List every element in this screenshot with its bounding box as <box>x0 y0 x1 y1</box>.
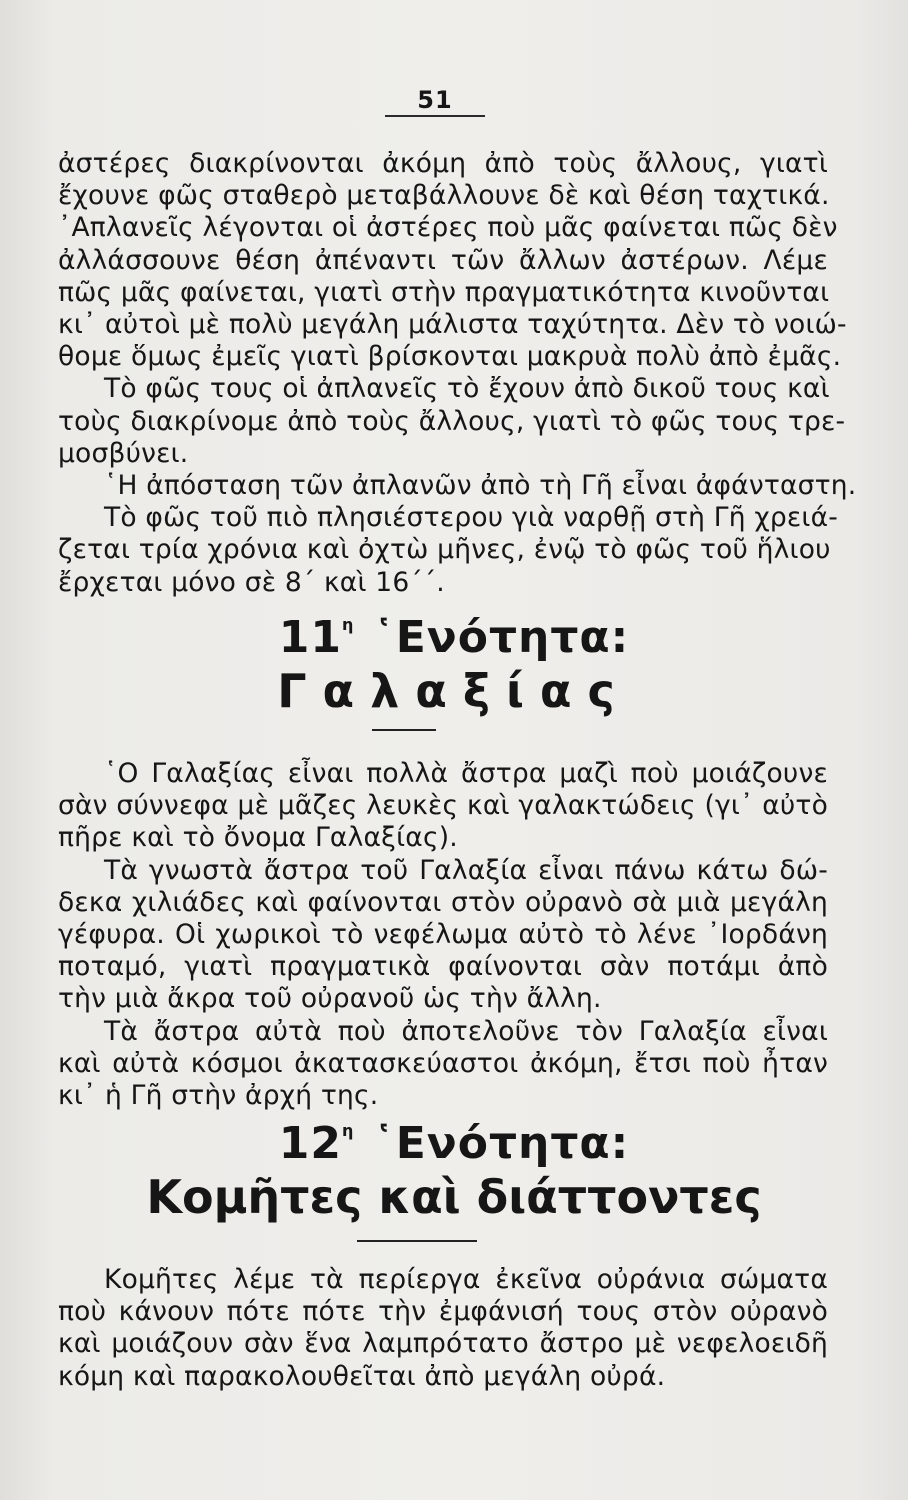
section-11-title: Γαλαξίας <box>277 664 631 718</box>
text-line: καὶ μοιάζουν σὰν ἕνα λαμπρότατο ἄστρο μὲ νεφελοειδῆ <box>58 1328 828 1360</box>
text-line: κι᾿ αὐτοὶ μὲ πολὺ μεγάλη μάλιστα ταχύτητα. Δὲν τὸ νοιώ- <box>58 309 847 341</box>
text-line: ἔρχεται μόνο σὲ 8΄ καὶ 16΄΄. <box>58 566 445 598</box>
text-line: πῶς μᾶς φαίνεται, γιατὶ στὴν πραγματικότητα κινοῦνται <box>58 276 830 308</box>
text-line: ἀστέρες διακρίνονται ἀκόμη ἀπὸ τοὺς ἄλλους, γιατὶ <box>58 148 828 179</box>
section-divider <box>372 729 436 731</box>
section-number: 12 <box>278 1118 342 1169</box>
text-line: Τὸ φῶς τοῦ πιὸ πλησιέστερου γιὰ ναρθῇ στὴ Γῆ χρειά- <box>104 502 839 534</box>
text-line: σὰν σύννεφα μὲ μᾶζες λευκὲς καὶ γαλακτώδεις (γι᾿ αὐτὸ <box>58 790 828 822</box>
section-divider <box>357 1240 477 1242</box>
section-11-heading <box>0 612 908 663</box>
text-line: τοὺς διακρίνομε ἀπὸ τοὺς ἄλλους, γιατὶ τὸ φῶς τους τρε- <box>58 405 846 437</box>
text-line: καὶ αὐτὰ κόσμοι ἀκατασκεύαστοι ἀκόμη, ἔτσι ποὺ ἦταν <box>58 1047 828 1079</box>
text-line: κι᾿ ἡ Γῆ στὴν ἀρχή της. <box>58 1080 379 1112</box>
text-line: ἀλλάσσουνε θέση ἀπέναντι τῶν ἄλλων ἀστέρων. Λέμε <box>58 244 828 276</box>
text-line: Τὰ ἄστρα αὐτὰ ποὺ ἀποτελοῦνε τὸν Γαλαξία εἶναι <box>104 1015 828 1047</box>
text-line: ζεται τρία χρόνια καὶ ὀχτὼ μῆνες, ἐνῷ τὸ φῶς τοῦ ἥλιου <box>58 534 831 566</box>
text-line: Κομῆτες λέμε τὰ περίεργα ἐκεῖνα οὐράνια σώματα <box>104 1264 828 1295</box>
text-line: ῾Η ἀπόσταση τῶν ἀπλανῶν ἀπὸ τὴ Γῆ εἶναι ἀφάνταστη. <box>104 470 857 502</box>
section-12-heading <box>0 1118 908 1169</box>
section-12-title: Κομῆτες καὶ διάττοντες <box>146 1170 762 1224</box>
section-label: ῾Ενότητα: <box>372 1118 630 1169</box>
section-label: ῾Ενότητα: <box>372 612 630 663</box>
page-number: 51 <box>417 86 453 114</box>
text-line: ᾿Απλανεῖς λέγονται οἱ ἀστέρες ποὺ μᾶς φαίνεται πῶς δὲν <box>58 212 838 244</box>
page-number-rule <box>385 115 485 117</box>
text-line: μοσβύνει. <box>58 437 189 469</box>
intro-text-block <box>58 148 857 599</box>
section-12-text-block <box>58 1264 828 1393</box>
text-line: ποὺ κάνουν πότε πότε τὴν ἐμφάνισή τους στὸν οὐρανὸ <box>58 1296 828 1328</box>
text-line: τὴν μιὰ ἄκρα τοῦ οὐρανοῦ ὡς τὴν ἄλλη. <box>58 983 602 1015</box>
section-ordinal-suffix: η <box>341 615 355 634</box>
section-number: 11 <box>278 612 342 663</box>
text-line: ῾Ο Γαλαξίας εἶναι πολλὰ ἄστρα μαζὶ ποὺ μοιάζουνε <box>104 758 828 789</box>
text-line: γέφυρα. Οἱ χωρικοὶ τὸ νεφέλωμα αὐτὸ τὸ λένε ᾿Ιορδάνη <box>58 919 828 951</box>
text-line: ποταμό, γιατὶ πραγματικὰ φαίνονται σὰν ποτάμι ἀπὸ <box>58 951 828 983</box>
text-line: Τὰ γνωστὰ ἄστρα τοῦ Γαλαξία εἶναι πάνω κάτω δώ- <box>104 854 828 886</box>
text-line: κόμη καὶ παρακολουθεῖται ἀπὸ μεγάλη οὐρά. <box>58 1360 666 1392</box>
section-11-text-block <box>58 758 828 1112</box>
text-line: Τὸ φῶς τους οἱ ἀπλανεῖς τὸ ἔχουν ἀπὸ δικοῦ τους καὶ <box>104 373 830 405</box>
text-line: θομε ὅμως ἐμεῖς γιατὶ βρίσκονται μακρυὰ πολὺ ἀπὸ ἐμᾶς. <box>58 341 842 373</box>
section-ordinal-suffix: η <box>341 1121 355 1140</box>
text-line: ἔχουνε φῶς σταθερὸ μεταβάλλουνε δὲ καὶ θέση ταχτικά. <box>58 180 830 212</box>
text-line: πῆρε καὶ τὸ ὄνομα Γαλαξίας). <box>58 822 458 854</box>
text-line: δεκα χιλιάδες καὶ φαίνονται στὸν οὐρανὸ σὰ μιὰ μεγάλη <box>58 886 828 918</box>
